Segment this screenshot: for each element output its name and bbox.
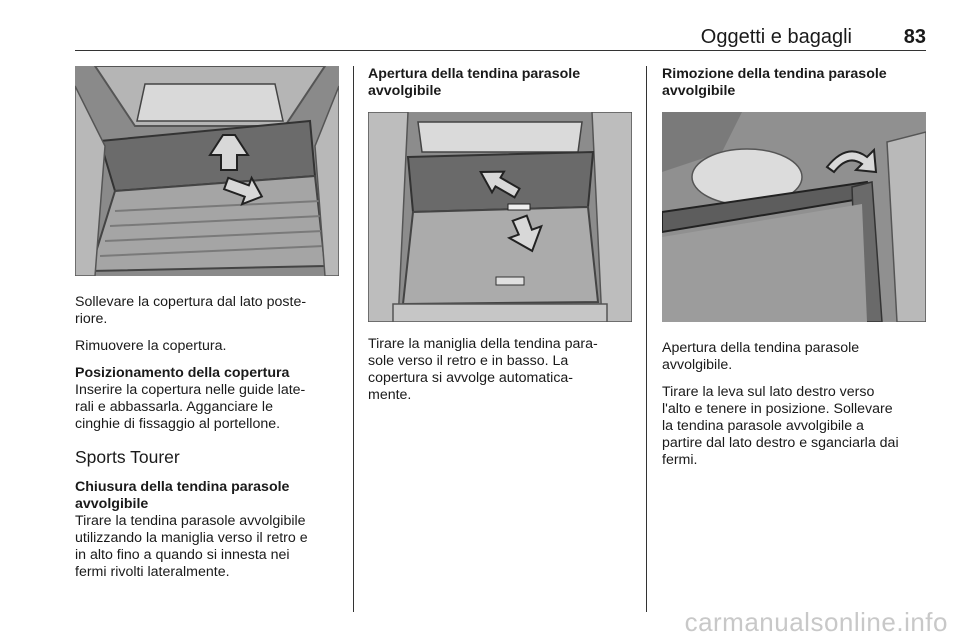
- section-title: Oggetti e bagagli: [700, 26, 852, 48]
- section-heading-sports-tourer: Sports Tourer: [75, 447, 180, 467]
- column-1: [75, 66, 339, 581]
- paragraph: Tirare la tendina parasole avvolgibile utilizzando la maniglia verso il retro e in alto fino a quando si innesta nei fermi rivolti lateralmente.: [75, 513, 308, 580]
- column-3: [662, 66, 926, 469]
- paragraph: Rimuovere la copertura.: [75, 338, 227, 354]
- subheading-positioning: Posizionamento della copertura: [75, 365, 290, 381]
- paragraph: Inserire la copertura nelle guide late- rali e abbassarla. Agganciare le cinghie di fissaggio al portellone.: [75, 382, 306, 432]
- column-2: [368, 66, 632, 404]
- paragraph: Tirare la leva sul lato destro verso l'alto e tenere in posizione. Sollevare la tendina parasole avvolgibile a partire dal lato destro e sganciarla dai fermi.: [662, 384, 899, 468]
- paragraph: Apertura della tendina parasole avvolgibile.: [662, 340, 860, 373]
- subheading-opening: Apertura della tendina parasole avvolgibile: [368, 66, 581, 99]
- figure-tourer-blind-opening: [368, 112, 632, 322]
- page-number: 83: [903, 26, 926, 48]
- paragraph: Sollevare la copertura dal lato poste- riore.: [75, 294, 307, 327]
- column-divider: [646, 66, 647, 612]
- paragraph: Tirare la maniglia della tendina para- sole verso il retro e in basso. La copertura si avvolge automatica- mente.: [368, 336, 598, 403]
- watermark: carmanualsonline.info: [684, 607, 948, 637]
- subheading-closing: Chiusura della tendina parasole avvolgibile: [75, 479, 290, 512]
- figure-tourer-blind-removal: [662, 112, 926, 322]
- subheading-removal: Rimozione della tendina parasole avvolgibile: [662, 66, 887, 99]
- column-divider: [353, 66, 354, 612]
- figure-hatchback-cover-removal: [75, 66, 339, 276]
- page-header: [75, 18, 926, 51]
